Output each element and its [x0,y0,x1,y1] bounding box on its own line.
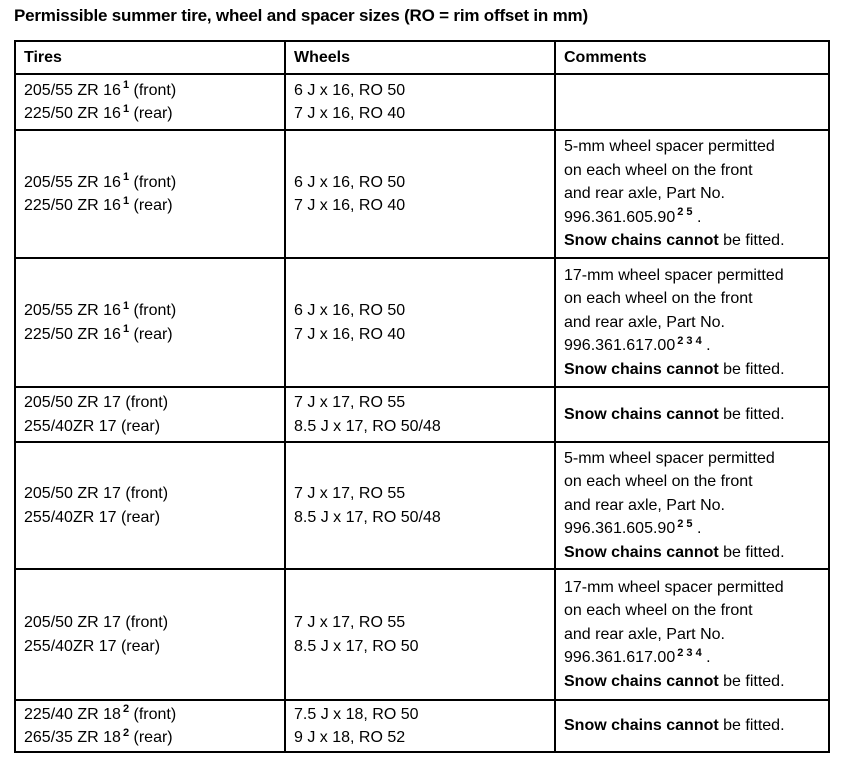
tire-front: 205/50 ZR 17 (front) [24,614,169,631]
header-comments: Comments [555,41,829,74]
tire-rear: 225/50 ZR 16 $^1$ (rear) [24,194,173,214]
part-number: 996.361.617.00 $^{2 3 4}$ . [564,646,711,667]
snow-chains-note: Snow chains cannot be fitted. [564,405,785,423]
wheel-rear: 9 J x 18, RO 52 [294,729,406,746]
table-row [15,74,829,130]
tires-cell [15,569,285,700]
wheel-front: 7 J x 17, RO 55 [294,485,406,502]
snow-chains-note: Snow chains cannot be fitted. [564,717,785,735]
tires-cell [15,74,285,130]
part-number: 996.361.617.00 $^{2 3 4}$ . [564,334,711,355]
comment-line: and rear axle, Part No. [564,625,725,643]
wheel-front: 6 J x 16, RO 50 [294,173,406,191]
comments-cell [555,130,829,258]
table-row [15,258,829,387]
wheel-rear: 8.5 J x 17, RO 50/48 [294,508,441,526]
tire-front: 225/40 ZR 18 $^2$ (front) [24,703,177,723]
wheel-front: 7 J x 17, RO 55 [294,394,406,411]
comment-line: 5-mm wheel spacer permitted [564,449,775,467]
snow-chains-note: Snow chains cannot be fitted. [564,672,785,690]
tire-front: 205/50 ZR 17 (front) [24,394,169,411]
comment-line: on each wheel on the front [564,602,753,620]
wheels-cell [285,130,555,258]
tire-rear: 225/50 ZR 16 $^1$ (rear) [24,323,173,343]
comment-line: and rear axle, Part No. [564,313,725,331]
comments-cell [555,569,829,700]
tire-front: 205/55 ZR 16 $^1$ (front) [24,299,177,319]
tire-size-table [14,40,830,753]
comments-cell [555,442,829,569]
tires-cell [15,130,285,258]
comment-line: and rear axle, Part No. [564,185,725,203]
tire-rear: 255/40ZR 17 (rear) [24,637,161,655]
tire-front: 205/50 ZR 17 (front) [24,485,169,502]
wheel-front: 7 J x 17, RO 55 [294,614,406,631]
tires-cell [15,387,285,442]
snow-chains-note: Snow chains cannot be fitted. [564,360,785,378]
wheel-rear: 8.5 J x 17, RO 50/48 [294,417,441,435]
tire-rear: 265/35 ZR 18 $^2$ (rear) [24,726,173,746]
wheel-front: 6 J x 16, RO 50 [294,81,406,99]
part-number: 996.361.605.90 $^{2 5}$ . [564,517,702,538]
tires-cell [15,258,285,387]
wheel-front: 7.5 J x 18, RO 50 [294,705,419,723]
page-title: Permissible summer tire, wheel and spacer sizes (RO = rim offset in mm) [14,6,588,25]
tire-rear: 225/50 ZR 16 $^1$ (rear) [24,102,173,122]
tire-front: 205/55 ZR 16 $^1$ (front) [24,171,177,191]
comment-line: and rear axle, Part No. [564,496,725,514]
table-row [15,442,829,569]
tire-rear: 255/40ZR 17 (rear) [24,508,161,526]
comment-line: on each wheel on the front [564,290,753,308]
table-row [15,569,829,700]
tires-cell [15,700,285,752]
comment-line: on each wheel on the front [564,161,753,179]
wheel-rear: 7 J x 16, RO 40 [294,325,406,343]
wheel-rear: 7 J x 16, RO 40 [294,197,406,214]
comments-cell [555,74,829,130]
table-row [15,700,829,752]
tire-rear: 255/40ZR 17 (rear) [24,417,161,435]
snow-chains-note: Snow chains cannot be fitted. [564,543,785,561]
comments-cell [555,387,829,442]
wheel-front: 6 J x 16, RO 50 [294,302,406,319]
wheels-cell [285,442,555,569]
snow-chains-note: Snow chains cannot be fitted. [564,232,785,250]
header-wheels: Wheels [285,41,555,74]
wheels-cell [285,569,555,700]
table-row [15,387,829,442]
comment-line: 17-mm wheel spacer permitted [564,266,784,284]
comment-line: on each wheel on the front [564,473,753,491]
wheels-cell [285,258,555,387]
wheel-rear: 8.5 J x 17, RO 50 [294,637,419,655]
table-header-row [15,41,829,74]
comment-line: 5-mm wheel spacer permitted [564,138,775,156]
comments-cell [555,700,829,752]
wheels-cell [285,74,555,130]
wheels-cell [285,387,555,442]
wheels-cell [285,700,555,752]
comments-cell [555,258,829,387]
tire-front: 205/55 ZR 16 $^1$ (front) [24,79,177,99]
header-tires: Tires [15,41,285,74]
wheel-rear: 7 J x 16, RO 40 [294,105,406,122]
tires-cell [15,442,285,569]
table-row [15,130,829,258]
part-number: 996.361.605.90 $^{2 5}$ . [564,206,702,226]
comment-line: 17-mm wheel spacer permitted [564,578,784,596]
